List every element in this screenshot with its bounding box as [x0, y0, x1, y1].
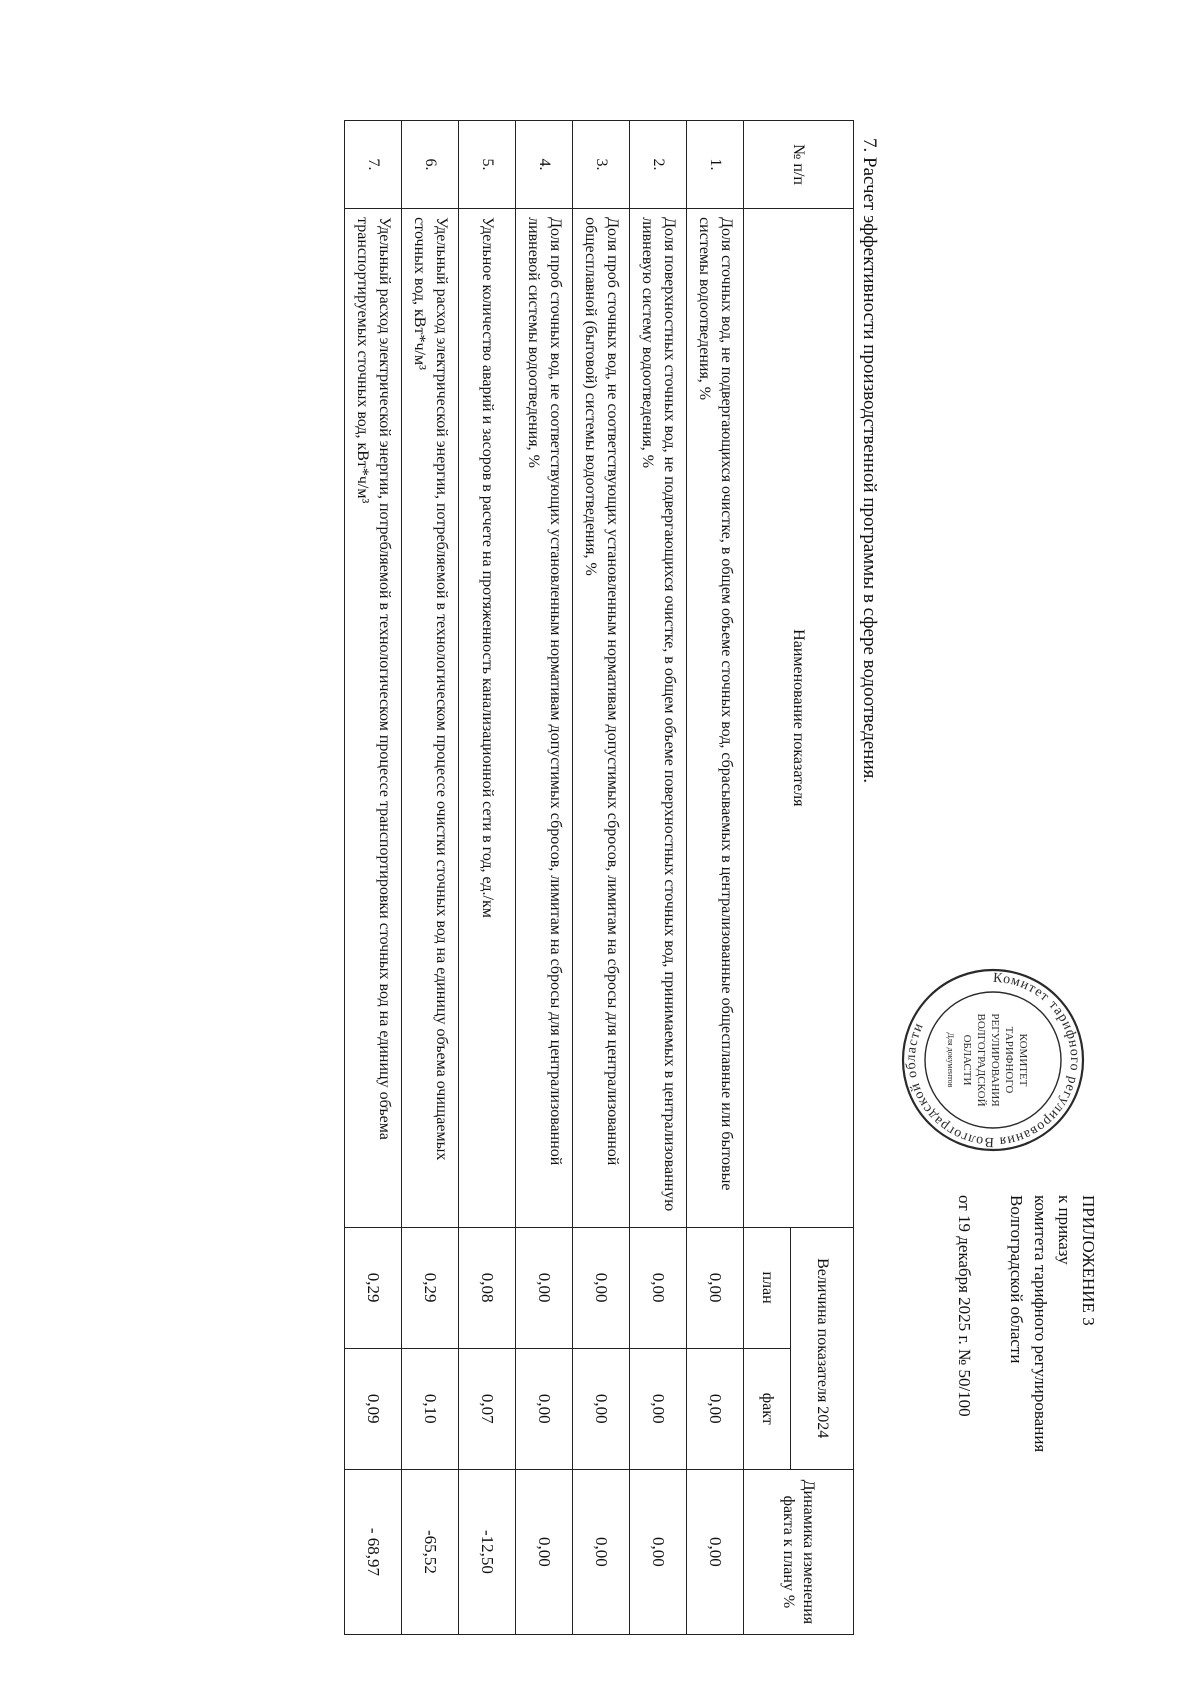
fact-value: 0,00: [687, 1348, 744, 1469]
appendix-header: [952, 1195, 1100, 1625]
official-seal-stamp: [898, 965, 1088, 1155]
efficiency-table: [344, 120, 854, 1635]
fact-value: 0,00: [573, 1348, 630, 1469]
col-header-dynamics: Динамика изменения факта к плану %: [744, 1469, 854, 1634]
efficiency-table-wrapper: [344, 120, 854, 1635]
seal-bottom-text: Для документов: [946, 1032, 955, 1088]
plan-value: 0,29: [402, 1227, 459, 1348]
plan-value: 0,08: [459, 1227, 516, 1348]
dynamics-value: 0,00: [630, 1469, 687, 1634]
dynamics-value: 0,00: [573, 1469, 630, 1634]
fact-value: 0,00: [516, 1348, 573, 1469]
row-number: 2.: [630, 121, 687, 209]
table-row: [402, 121, 459, 1635]
plan-value: 0,29: [345, 1227, 402, 1348]
indicator-name: Удельное количество аварий и засоров в расчете на протяженность канализационной сети в год, ед./км: [459, 209, 516, 1227]
dynamics-value: 0,00: [687, 1469, 744, 1634]
seal-outer-text: Комитет тарифного регулирования Волгоградской области: [903, 970, 1083, 1150]
plan-value: 0,00: [573, 1227, 630, 1348]
fact-value: 0,07: [459, 1348, 516, 1469]
row-number: 4.: [516, 121, 573, 209]
indicator-name: Доля проб сточных вод, не соответствующих установленным нормативам допустимых сбросов, лимитам на сбросы для централизованной общесплавной (бытовой) системы водоотведения, %: [573, 209, 630, 1227]
table-row: [573, 121, 630, 1635]
appendix-title: ПРИЛОЖЕНИЕ 3: [1079, 1195, 1098, 1326]
row-number: 3.: [573, 121, 630, 209]
row-number: 1.: [687, 121, 744, 209]
dynamics-value: -12,50: [459, 1469, 516, 1634]
indicator-name: Доля проб сточных вод, не соответствующих установленным нормативам допустимых сбросов, лимитам на сбросы для централизованной ливневой системы водоотведения, %: [516, 209, 573, 1227]
fact-value: 0,00: [630, 1348, 687, 1469]
seal-line-4: ВОЛГОГРАДСКОЙ: [975, 1013, 987, 1107]
row-number: 6.: [402, 121, 459, 209]
col-header-fact: факт: [744, 1348, 791, 1469]
seal-line-1: КОМИТЕТ: [1017, 1033, 1029, 1087]
table-row: [345, 121, 402, 1635]
indicator-name: Доля поверхностных сточных вод, не подвергающихся очистке, в общем объеме поверхностных сточных вод, принимаемых в централизованную ливневую систему водоотведения, %: [630, 209, 687, 1227]
committee-name: комитета тарифного регулирования: [1031, 1195, 1050, 1453]
plan-value: 0,00: [630, 1227, 687, 1348]
indicator-name: Удельный расход электрической энергии, потребляемой в технологическом процессе очистки сточных вод на единицу объема очищаемых сточных вод, кВт*ч/м³: [402, 209, 459, 1227]
order-reference: к приказу: [1055, 1195, 1074, 1265]
indicator-name: Доля сточных вод, не подвергающихся очистке, в общем объеме сточных вод, сбрасываемых в централизованные общесплавные или бытовые системы водоотведения, %: [687, 209, 744, 1227]
table-row: [630, 121, 687, 1635]
fact-value: 0,09: [345, 1348, 402, 1469]
col-header-plan: план: [744, 1227, 791, 1348]
row-number: 5.: [459, 121, 516, 209]
seal-line-2: ТАРИФНОГО: [1003, 1026, 1015, 1094]
col-header-value-group: Величина показателя 2024: [791, 1227, 854, 1469]
plan-value: 0,00: [687, 1227, 744, 1348]
order-date: от 19 декабря 2025 г. № 50/100: [955, 1195, 974, 1417]
seal-line-3: РЕГУЛИРОВАНИЯ: [989, 1013, 1001, 1107]
document-page: [220, 120, 1100, 1640]
dynamics-value: -65,52: [402, 1469, 459, 1634]
table-row: [459, 121, 516, 1635]
indicator-name: Удельный расход электрической энергии, потребляемой в технологическом процессе транспортировки сточных вод на единицу объема транспортируемых сточных вод, кВт*ч/м³: [345, 209, 402, 1227]
table-row: [687, 121, 744, 1635]
row-number: 7.: [345, 121, 402, 209]
dynamics-value: - 68,97: [345, 1469, 402, 1634]
fact-value: 0,10: [402, 1348, 459, 1469]
col-header-name: Наименование показателя: [744, 209, 854, 1227]
table-row: [516, 121, 573, 1635]
section-title: 7. Расчет эффективности производственной программы в сфере водоотведения.: [859, 138, 880, 784]
col-header-num: № п/п: [744, 121, 854, 209]
seal-line-5: ОБЛАСТИ: [961, 1034, 973, 1086]
region-name: Волгоградской области: [1007, 1195, 1026, 1364]
dynamics-value: 0,00: [516, 1469, 573, 1634]
plan-value: 0,00: [516, 1227, 573, 1348]
